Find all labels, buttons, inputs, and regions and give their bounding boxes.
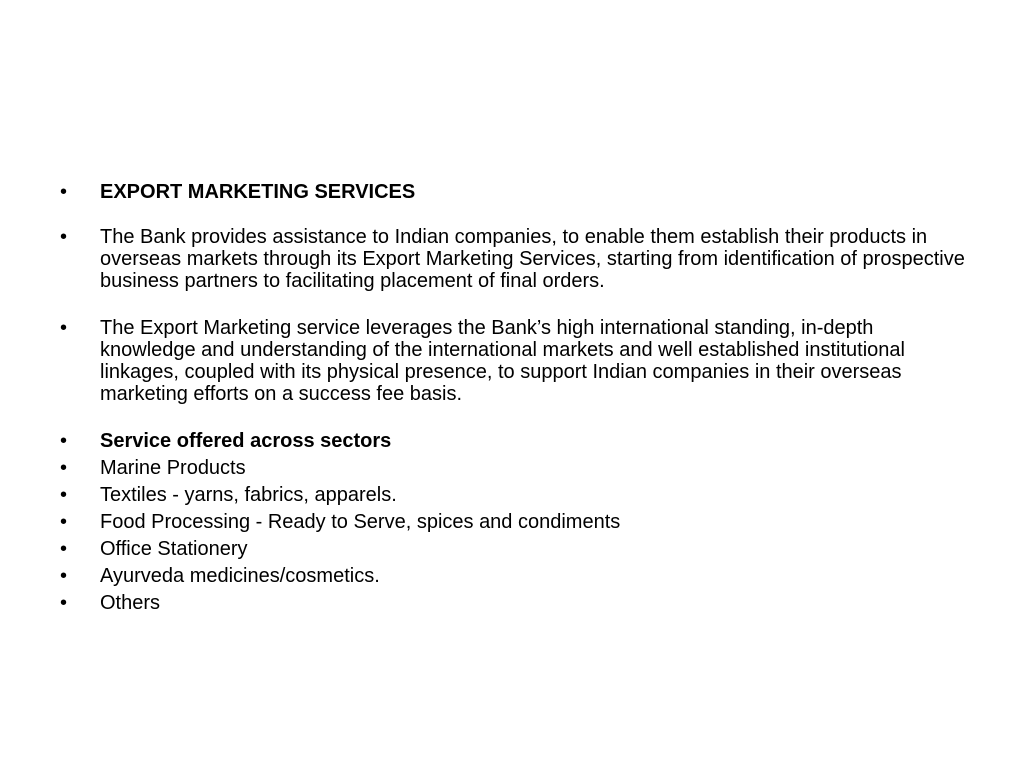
- bullet-mark: •: [60, 317, 68, 339]
- bullet-mark: •: [60, 430, 68, 452]
- sectors-heading: Service offered across sectors: [100, 430, 392, 452]
- sector-text: Ayurveda medicines/cosmetics.: [100, 565, 380, 587]
- bullet-list: [60, 181, 970, 614]
- sector-text: Marine Products: [100, 457, 246, 479]
- bullet-mark: •: [60, 226, 68, 248]
- bullet-mark: •: [60, 592, 68, 614]
- sector-text: Textiles - yarns, fabrics, apparels.: [100, 484, 397, 506]
- list-item-heading: [60, 181, 970, 203]
- bullet-mark: •: [60, 565, 68, 587]
- list-item-paragraph: [60, 226, 970, 292]
- list-item-subheading: [60, 430, 970, 452]
- paragraph-text: The Bank provides assistance to Indian companies, to enable them establish their products in overseas markets through its Export Marketing Services, starting from identification of prospective business partners to facilitating placement of final orders.: [100, 226, 965, 292]
- bullet-mark: •: [60, 181, 68, 203]
- bullet-mark: •: [60, 457, 68, 479]
- list-item-sector: [60, 511, 970, 533]
- sector-text: Others: [100, 592, 161, 614]
- list-item-sector: [60, 457, 970, 479]
- paragraph-text: The Export Marketing service leverages the Bank’s high international standing, in-depth knowledge and understanding of the international markets and well established institutional linkages, coupled with its physical presence, to support Indian companies in their overseas marketing efforts on a success fee basis.: [100, 317, 905, 405]
- list-item-paragraph: [60, 317, 970, 405]
- list-item-sector: [60, 538, 970, 560]
- list-item-sector: [60, 592, 970, 614]
- list-item-sector: [60, 565, 970, 587]
- bullet-mark: •: [60, 511, 68, 533]
- section-heading: EXPORT MARKETING SERVICES: [100, 181, 416, 203]
- list-item-sector: [60, 484, 970, 506]
- bullet-mark: •: [60, 538, 68, 560]
- sector-text: Office Stationery: [100, 538, 248, 560]
- sector-text: Food Processing - Ready to Serve, spices and condiments: [100, 511, 621, 533]
- bullet-mark: •: [60, 484, 68, 506]
